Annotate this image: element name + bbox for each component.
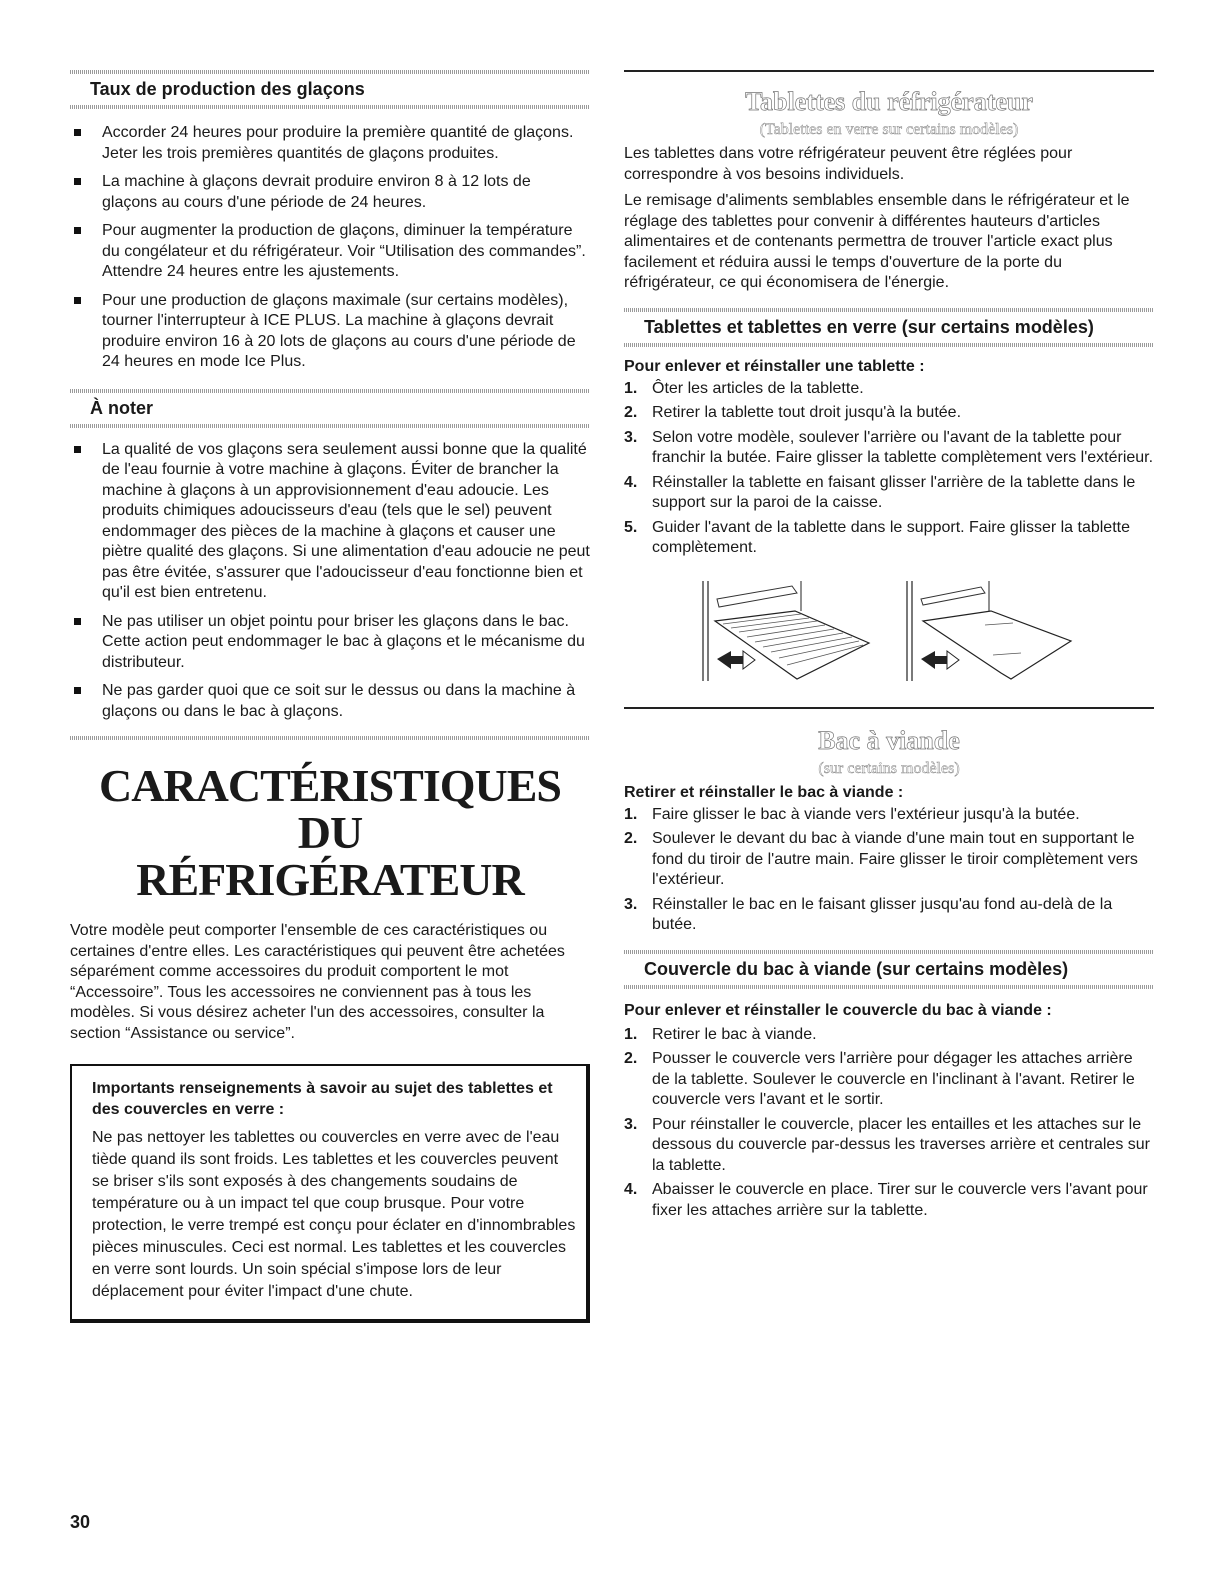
step-text: Retirer le bac à viande.	[652, 1025, 817, 1043]
step-text: Retirer la tablette tout droit jusqu'à la butée.	[652, 404, 962, 421]
list-item	[624, 403, 1154, 424]
shelves-subheading: Tablettes et tablettes en verre (sur certains modèles)	[644, 316, 1094, 337]
list-item: La machine à glaçons devrait produire environ 8 à 12 lots de glaçons au cours d'une période de 24 heures.	[70, 172, 590, 213]
list-item	[624, 1180, 1154, 1221]
step-number: 3.	[624, 895, 638, 913]
page-number: 30	[70, 1512, 91, 1532]
shelves-subtitle: (Tablettes en verre sur certains modèles)	[759, 121, 1019, 138]
section-divider	[70, 424, 590, 428]
step-text: Guider l'avant de la tablette dans le support. Faire glisser la tablette complètement.	[652, 518, 1130, 556]
step-number: 1.	[624, 805, 638, 823]
section-divider	[624, 985, 1154, 989]
section-divider	[624, 343, 1154, 347]
section-rule	[624, 707, 1154, 709]
ice-rate-heading: Taux de production des glaçons	[90, 79, 365, 99]
list-item	[624, 805, 1154, 826]
features-intro: Votre modèle peut comporter l'ensemble de ces caractéristiques ou certaines d'entre elles. Les caractéristiques qui peuvent être achetées séparément comme accessoires du produit comportent le mot “Accessoire”. Tous les accessoires ne conviennent pas à tous les modèles. Si vous désirez acheter l'un des accessoires, consulter la section “Assistance ou service”.	[70, 922, 565, 1042]
ice-rate-list	[70, 123, 590, 373]
step-number: 2.	[624, 830, 638, 847]
step-text: Ôter les articles de la tablette.	[652, 379, 864, 397]
section-divider	[70, 736, 590, 740]
step-number: 2.	[624, 1050, 638, 1067]
shelves-paragraph-2: Le remisage d'aliments semblables ensemble dans le réfrigérateur et le réglage des tablettes pour convenir à différentes hauteurs d'articles alimentaires et de contenants permettra de trouver l'article exact plus facilement et réduira aussi le temps d'ouverture de la porte du réfrigérateur, ce qui économisera de l'énergie.	[624, 192, 1130, 291]
note-list	[70, 440, 590, 723]
step-text: Abaisser le couvercle en place. Tirer sur le couvercle vers l'avant pour fixer les attaches arrière sur la tablette.	[652, 1181, 1148, 1219]
step-number: 5.	[624, 518, 638, 536]
step-text: Faire glisser le bac à viande vers l'extérieur jusqu'à la butée.	[652, 805, 1080, 823]
step-text: Soulever le devant du bac à viande d'une main tout en supportant le fond du tiroir de l'autre main. Faire glisser le tiroir complètement vers l'extérieur.	[652, 830, 1138, 888]
list-item: Ne pas garder quoi que ce soit sur le dessus ou dans la machine à glaçons ou dans le bac à glaçons.	[70, 681, 590, 722]
step-text: Pousser le couvercle vers l'arrière pour dégager les attaches arrière de la tablette. Soulever le couvercle en l'inclinant à l'avant. Retirer le couvercle vers l'avant et le sortir.	[652, 1050, 1135, 1108]
step-number: 1.	[624, 1025, 638, 1043]
step-number: 2.	[624, 404, 638, 421]
step-number: 3.	[624, 1115, 638, 1133]
list-item: Pour augmenter la production de glaçons, diminuer la température du congélateur et du réfrigérateur. Voir “Utilisation des commandes”. Attendre 24 heures entre les ajustements.	[70, 221, 590, 283]
step-number: 4.	[624, 473, 638, 491]
list-item	[624, 518, 1154, 559]
features-title-line2: RÉFRIGÉRATEUR	[136, 854, 524, 905]
step-number: 1.	[624, 379, 638, 397]
list-item	[624, 895, 1154, 936]
step-text: Réinstaller la tablette en faisant glisser l'arrière de la tablette dans le support sur la paroi de la caisse.	[652, 473, 1136, 511]
glass-warning-box	[70, 1064, 590, 1323]
list-item: Pour une production de glaçons maximale (sur certains modèles), tourner l'interrupteur à ICE PLUS. La machine à glaçons devrait produire environ 16 à 20 lots de glaçons au cours d'une période de 24 heures en mode Ice Plus.	[70, 291, 590, 373]
wire-shelf-illustration	[697, 581, 877, 681]
list-item	[624, 473, 1154, 514]
features-title	[70, 762, 590, 903]
glass-shelf-illustration	[901, 581, 1081, 681]
step-text: Réinstaller le bac en le faisant glisser jusqu'au fond au-delà de la butée.	[652, 895, 1113, 933]
list-item: Accorder 24 heures pour produire la première quantité de glaçons. Jeter les trois premières quantités de glaçons produites.	[70, 123, 590, 164]
meat-drawer-title: Bac à viande	[818, 725, 960, 755]
step-text: Pour réinstaller le couvercle, placer les entailles et les attaches sur le dessous du couvercle par-dessus les traverses arrière et centrales sur la tablette.	[652, 1115, 1150, 1174]
list-item	[624, 428, 1154, 469]
step-text: Selon votre modèle, soulever l'arrière ou l'avant de la tablette pour franchir la butée. Faire glisser la tablette complètement vers l'extérieur.	[652, 428, 1154, 466]
list-item	[624, 1025, 1154, 1046]
list-item	[624, 1115, 1154, 1177]
shelves-title: Tablettes du réfrigérateur	[745, 87, 1033, 116]
meat-drawer-howto: Retirer et réinstaller le bac à viande :	[624, 783, 904, 801]
cover-steps	[624, 1025, 1154, 1222]
shelves-steps	[624, 379, 1154, 559]
cover-howto: Pour enlever et réinstaller le couvercle du bac à viande :	[624, 1001, 1052, 1019]
list-item	[624, 829, 1154, 891]
warning-body: Ne pas nettoyer les tablettes ou couvercles en verre avec de l'eau tiède quand ils sont froids. Les tablettes et les couvercles peuvent se briser s'ils sont exposés à des changements soudains de température ou à un impact tel que coup brusque. Pour votre protection, le verre trempé est conçu pour éclater en d'innombrables pièces minuscules. Ceci est normal. Les tablettes et les couvercles en verre sont lourds. Un soin spécial s'impose lors de leur déplacement pour éviter l'impact d'une chute.	[92, 1129, 576, 1300]
step-number: 3.	[624, 428, 638, 446]
meat-drawer-subtitle: (sur certains modèles)	[818, 759, 960, 777]
section-rule	[624, 70, 1154, 72]
shelves-howto: Pour enlever et réinstaller une tablette :	[624, 357, 925, 375]
section-divider	[70, 105, 590, 109]
shelves-paragraph-1: Les tablettes dans votre réfrigérateur peuvent être réglées pour correspondre à vos besoins individuels.	[624, 145, 1073, 183]
list-item: Ne pas utiliser un objet pointu pour briser les glaçons dans le bac. Cette action peut endommager le bac à glaçons et le mécanisme du distributeur.	[70, 612, 590, 674]
meat-drawer-steps	[624, 805, 1154, 936]
warning-title: Importants renseignements à savoir au sujet des tablettes et des couvercles en verre :	[92, 1080, 553, 1118]
step-number: 4.	[624, 1181, 638, 1198]
cover-subheading: Couvercle du bac à viande (sur certains modèles)	[644, 958, 1069, 979]
features-title-line1: CARACTÉRISTIQUES DU	[98, 760, 561, 858]
right-column	[624, 70, 1154, 1221]
left-column	[70, 70, 590, 1323]
list-item	[624, 1049, 1154, 1111]
list-item	[624, 379, 1154, 400]
list-item: La qualité de vos glaçons sera seulement aussi bonne que la qualité de l'eau fournie à votre machine à glaçons. Éviter de brancher la machine à glaçons à un approvisionnement d'eau adoucie. Les produits chimiques adoucisseurs d'eau (tels que le sel) peuvent endommager des pièces de la machine à glaçons et causer une piètre qualité des glaçons. Si une alimentation d'eau adoucie ne peut pas être évitée, s'assurer que l'adoucisseur d'eau fonctionne bien et qu'il est bien entretenu.	[70, 440, 590, 604]
note-heading: À noter	[90, 397, 153, 418]
shelf-illustrations	[624, 581, 1154, 681]
